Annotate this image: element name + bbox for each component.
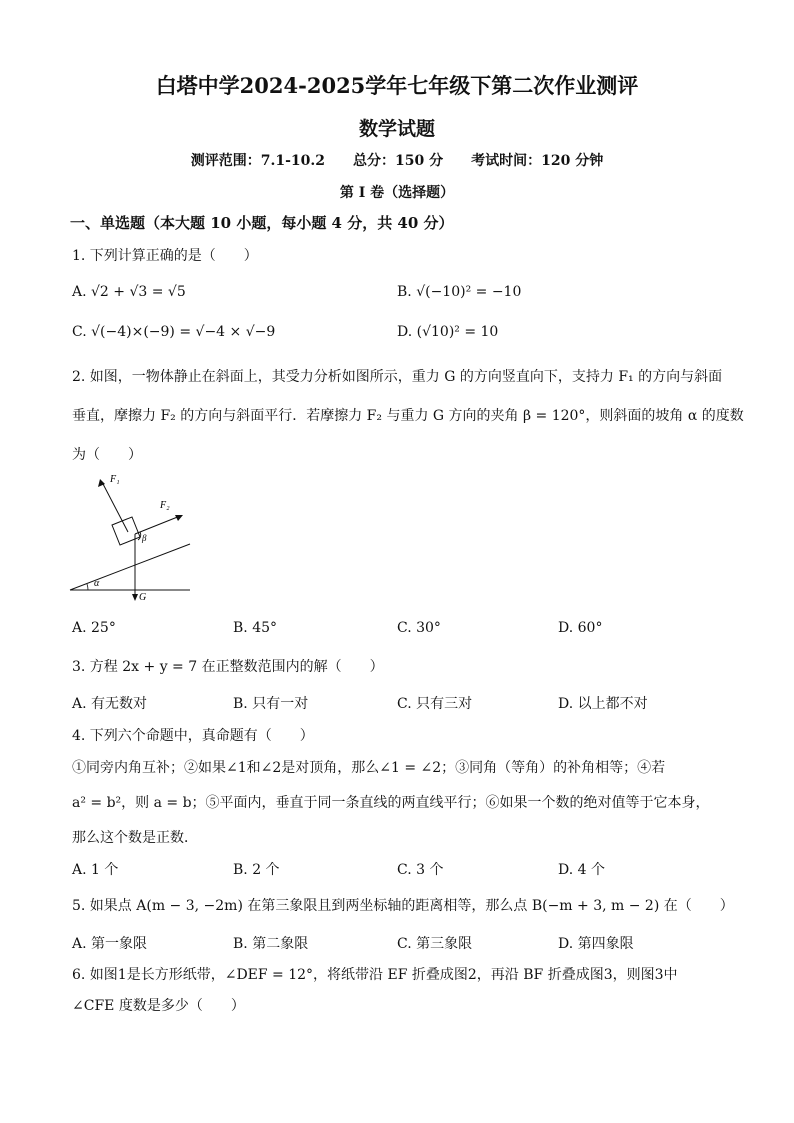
q1-option-b: B. √(−10)² = −10 <box>397 284 522 300</box>
q5-option-b: B. 第二象限 <box>233 936 309 952</box>
q4-option-a: A. 1 个 <box>72 862 119 878</box>
q1-option-c: C. √(−4)×(−9) = √−4 × √−9 <box>72 324 276 340</box>
q1-stem: 1. 下列计算正确的是（ ） <box>72 248 258 264</box>
q4-option-b: B. 2 个 <box>233 862 280 878</box>
q1-option-d: D. (√10)² = 10 <box>397 324 499 340</box>
q4-line-2: a² = b²，则 a = b；⑤平面内，垂直于同一条直线的两直线平行；⑥如果一个数的绝对值等于它本身， <box>72 795 710 811</box>
q2-option-b: B. 45° <box>233 620 278 636</box>
q1-option-a: A. √2 + √3 = √5 <box>72 284 186 300</box>
q4-line-3: 那么这个数是正数． <box>72 830 198 846</box>
q6-line-1: 6. 如图1是长方形纸带，∠DEF = 12°，将纸带沿 EF 折叠成图2，再沿 BF 折叠成图3，则图3中 <box>72 967 678 983</box>
block <box>112 517 140 545</box>
q4-option-d: D. 4 个 <box>558 862 605 878</box>
beta-label: β <box>142 533 147 543</box>
q2-line-2: 垂直，摩擦力 F₂ 的方向与斜面平行．若摩擦力 F₂ 与重力 G 方向的夹角 β = 120°，则斜面的坡角 α 的度数 <box>72 408 744 424</box>
q4-line-1: ①同旁内角互补；②如果∠1和∠2是对顶角，那么∠1 = ∠2；③同角（等角）的补角相等；④若 <box>72 760 666 776</box>
g-arrowhead <box>132 594 138 601</box>
q3-option-d: D. 以上都不对 <box>558 696 648 712</box>
f1-label: F₁ <box>110 474 120 485</box>
q2-option-a: A. 25° <box>72 620 116 636</box>
f2-arrow-line <box>135 516 180 534</box>
exam-info: 测评范围：7.1-10.2 总分：150 分 考试时间：120 分钟 <box>190 153 604 169</box>
q3-stem: 3. 方程 2x + y = 7 在正整数范围内的解（ ） <box>72 659 384 675</box>
q3-option-b: B. 只有一对 <box>233 696 309 712</box>
q6-line-2: ∠CFE 度数是多少（ ） <box>72 998 245 1014</box>
incline-line <box>70 544 190 590</box>
q5-option-c: C. 第三象限 <box>397 936 473 952</box>
alpha-arc <box>87 584 88 590</box>
q2-option-d: D. 60° <box>558 620 603 636</box>
q5-option-a: A. 第一象限 <box>72 936 148 952</box>
q3-option-a: A. 有无数对 <box>72 696 148 712</box>
section-heading: 一、单选题（本大题 10 小题，每小题 4 分，共 40 分） <box>70 214 454 232</box>
g-label: G <box>139 592 147 603</box>
exam-title: 白塔中学2024-2025学年七年级下第二次作业测评 <box>155 73 639 98</box>
exam-subject: 数学试题 <box>358 118 435 140</box>
q4-stem: 4. 下列六个命题中，真命题有（ ） <box>72 728 314 744</box>
q3-option-c: C. 只有三对 <box>397 696 473 712</box>
incline-force-diagram <box>62 470 202 610</box>
q5-stem: 5. 如果点 A(m − 3, −2m) 在第三象限且到两坐标轴的距离相等，那么点 B(−m + 3, m − 2) 在（ ） <box>72 898 734 914</box>
f2-label: F₂ <box>160 500 170 511</box>
alpha-label: α <box>94 578 100 589</box>
volume-heading: 第 I 卷（选择题） <box>339 185 455 201</box>
q5-option-d: D. 第四象限 <box>558 936 634 952</box>
q2-line-3: 为（ ） <box>72 447 142 463</box>
q2-line-1: 2. 如图，一物体静止在斜面上，其受力分析如图所示，重力 G 的方向竖直向下，支持力 F₁ 的方向与斜面 <box>72 369 723 385</box>
q4-option-c: C. 3 个 <box>397 862 444 878</box>
q2-option-c: C. 30° <box>397 620 441 636</box>
